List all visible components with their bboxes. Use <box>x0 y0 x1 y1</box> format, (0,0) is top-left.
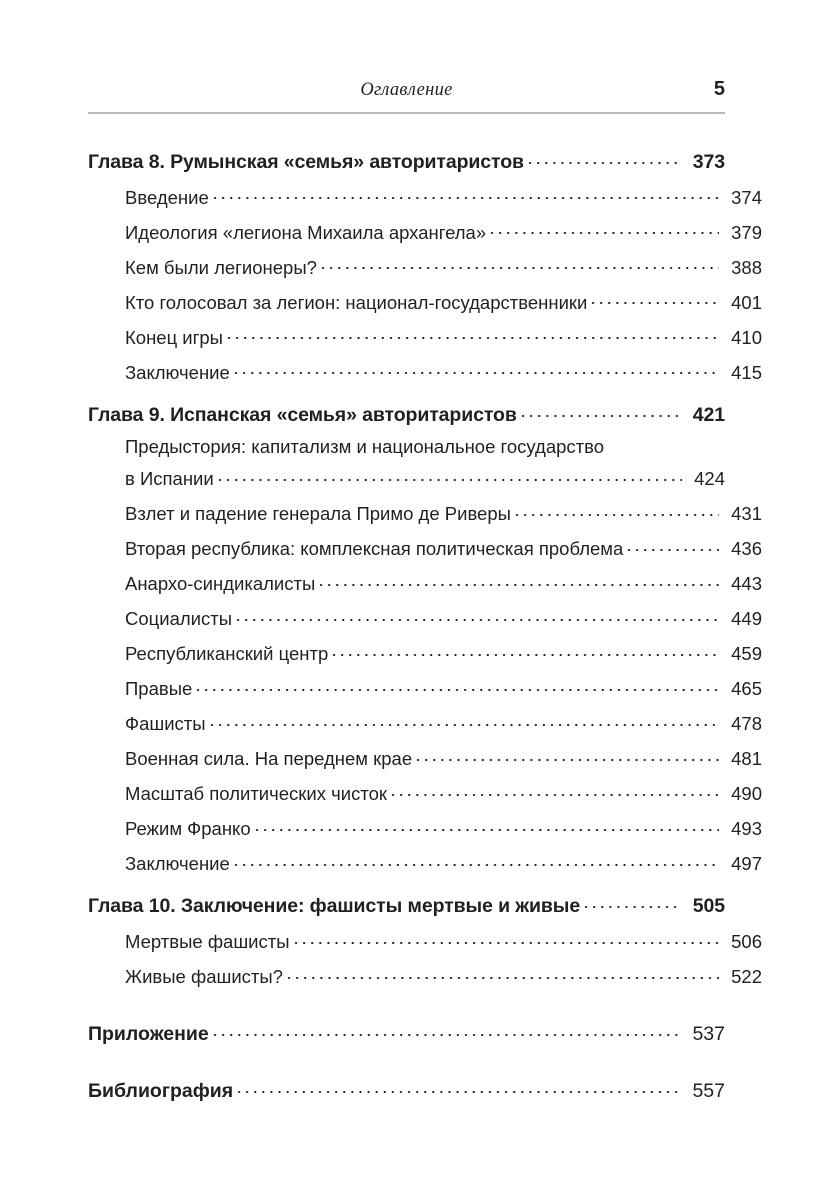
dot-leader <box>211 185 719 204</box>
toc-entry-page: 388 <box>731 256 762 278</box>
toc-section-entry[interactable] <box>125 220 762 242</box>
spacer <box>88 207 725 220</box>
dot-leader <box>211 1021 682 1041</box>
dot-leader <box>292 930 719 949</box>
toc-entry-page: 497 <box>731 853 762 874</box>
toc-section-entry[interactable] <box>125 930 762 952</box>
toc-section-entry[interactable] <box>125 607 762 629</box>
toc-section-entry[interactable] <box>125 502 762 524</box>
toc-entry-label-line1: Предыстория: капитализм и национальное государство <box>125 436 605 457</box>
dot-leader <box>519 401 682 421</box>
dot-leader <box>194 677 719 696</box>
toc-entry-page: 424 <box>694 468 725 489</box>
toc-section-entry[interactable] <box>125 255 762 277</box>
toc-entry-page: 459 <box>731 643 762 664</box>
toc-entry-page: 506 <box>731 931 762 952</box>
spacer <box>88 524 725 537</box>
dot-leader <box>582 893 682 913</box>
dot-leader <box>330 642 719 661</box>
toc-entry-label: Живые фашисты? <box>125 966 283 987</box>
dot-leader <box>526 148 682 168</box>
running-head <box>88 80 725 112</box>
toc-entry-label-line2: в Испании <box>125 468 214 489</box>
spacer <box>88 489 725 502</box>
toc-entry-label: Глава 9. Испанская «семья» авторитаристов <box>88 403 517 426</box>
spacer <box>88 839 725 852</box>
toc-entry-label: Заключение <box>125 853 230 874</box>
dot-leader <box>488 220 719 239</box>
dot-leader <box>208 712 719 731</box>
spacer <box>88 664 725 677</box>
toc-entry-label: Приложение <box>88 1023 209 1045</box>
toc-entry-page: 401 <box>731 291 762 313</box>
toc-entry-page: 373 <box>692 150 725 173</box>
toc-chapter-entry[interactable] <box>88 148 725 172</box>
toc-entry-label: Вторая республика: комплексная политическая проблема <box>125 538 624 559</box>
toc-entry-page: 436 <box>731 538 762 559</box>
spacer <box>88 734 725 747</box>
dot-leader <box>319 255 719 274</box>
spacer <box>88 312 725 325</box>
dot-leader <box>232 360 719 379</box>
toc-entry-page: 379 <box>731 221 762 243</box>
toc-section-entry[interactable] <box>125 537 762 559</box>
spacer <box>88 769 725 782</box>
dot-leader <box>234 607 719 626</box>
spacer <box>88 804 725 817</box>
toc-entry-label: Республиканский центр <box>125 643 329 664</box>
toc-entry-label: Масштаб политических чисток <box>125 783 387 804</box>
toc-section-entry[interactable] <box>125 852 762 874</box>
toc-entry-page: 478 <box>731 713 762 734</box>
toc-section-entry[interactable] <box>125 965 762 987</box>
spacer <box>88 987 725 1021</box>
toc-entry-page: 490 <box>731 783 762 804</box>
toc-entry-label: Заключение <box>125 361 230 383</box>
toc-section-entry[interactable] <box>125 747 762 769</box>
dot-leader <box>216 467 682 486</box>
table-of-contents <box>88 148 762 1102</box>
spacer <box>88 699 725 712</box>
toc-entry-label: Социалисты <box>125 608 233 629</box>
spacer <box>88 952 725 965</box>
spacer <box>88 559 725 572</box>
toc-entry-label: Введение <box>125 186 209 208</box>
toc-entry-page: 505 <box>692 895 725 917</box>
toc-section-entry[interactable] <box>125 572 762 594</box>
spacer <box>88 382 725 401</box>
spacer <box>88 242 725 255</box>
spacer <box>88 594 725 607</box>
dot-leader <box>414 747 719 766</box>
toc-entry-label: Анархо-синдикалисты <box>125 573 316 594</box>
dot-leader <box>225 325 719 344</box>
toc-entry-page: 493 <box>731 818 762 839</box>
toc-entry-label: Идеология «легиона Михаила архангела» <box>125 221 487 243</box>
toc-entry-page: 431 <box>731 503 762 524</box>
toc-section-entry[interactable] <box>125 782 762 804</box>
toc-entry-label: Конец игры <box>125 326 223 348</box>
toc-entry-label: Глава 10. Заключение: фашисты мертвые и живые <box>88 895 581 917</box>
dot-leader <box>389 782 719 801</box>
dot-leader <box>317 572 719 591</box>
toc-section-entry[interactable] <box>125 185 762 207</box>
toc-section-entry[interactable] <box>125 677 762 699</box>
toc-entry-page: 465 <box>731 678 762 699</box>
toc-entry-page: 537 <box>692 1023 725 1045</box>
dot-leader <box>513 502 719 521</box>
toc-entry-label: Глава 8. Румынская «семья» авторитаристов <box>88 150 524 173</box>
dot-leader <box>285 965 719 984</box>
toc-section-entry[interactable] <box>125 438 725 489</box>
toc-entry-label: Кто голосовал за легион: национал-государственники <box>125 291 588 313</box>
toc-section-entry[interactable] <box>125 642 762 664</box>
toc-entry-label: Кем были легионеры? <box>125 256 317 278</box>
toc-chapter-entry[interactable] <box>88 401 725 425</box>
toc-entry-page: 449 <box>731 608 762 629</box>
spacer <box>88 277 725 290</box>
dot-leader <box>589 290 719 309</box>
toc-entry-page: 415 <box>731 361 762 383</box>
toc-section-entry[interactable] <box>125 817 762 839</box>
dot-leader <box>232 852 719 871</box>
spacer <box>88 1045 725 1078</box>
toc-entry-label: Фашисты <box>125 713 206 734</box>
toc-entry-label: Режим Франко <box>125 818 251 839</box>
toc-backmatter-entry[interactable] <box>88 1021 725 1045</box>
spacer <box>88 347 725 360</box>
header-divider <box>88 112 725 114</box>
toc-section-entry[interactable] <box>125 360 762 382</box>
toc-backmatter-entry[interactable] <box>88 1078 725 1102</box>
toc-entry-page: 421 <box>692 403 725 426</box>
running-head-title: Оглавление <box>360 80 453 100</box>
toc-entry-page: 481 <box>731 748 762 769</box>
toc-entry-label: Взлет и падение генерала Примо де Риверы <box>125 503 511 524</box>
toc-section-entry[interactable] <box>125 325 762 347</box>
toc-section-entry[interactable] <box>125 712 762 734</box>
toc-section-entry[interactable] <box>125 290 762 312</box>
toc-entry-page: 557 <box>692 1080 725 1102</box>
toc-entry-label: Мертвые фашисты <box>125 931 290 952</box>
spacer <box>88 874 725 893</box>
toc-entry-page: 374 <box>731 186 762 208</box>
spacer <box>88 629 725 642</box>
toc-entry-page: 410 <box>731 326 762 348</box>
toc-chapter-entry[interactable] <box>88 893 725 917</box>
dot-leader <box>625 537 719 556</box>
spacer <box>88 917 725 930</box>
dot-leader <box>253 817 719 836</box>
spacer <box>88 172 725 185</box>
toc-entry-label: Правые <box>125 678 193 699</box>
page-folio-number: 5 <box>713 78 725 100</box>
toc-entry-page: 443 <box>731 573 762 594</box>
toc-entry-page: 522 <box>731 966 762 987</box>
toc-entry-label: Военная сила. На переднем крае <box>125 748 413 769</box>
dot-leader <box>235 1078 682 1098</box>
toc-entry-label: Библиография <box>88 1080 234 1102</box>
